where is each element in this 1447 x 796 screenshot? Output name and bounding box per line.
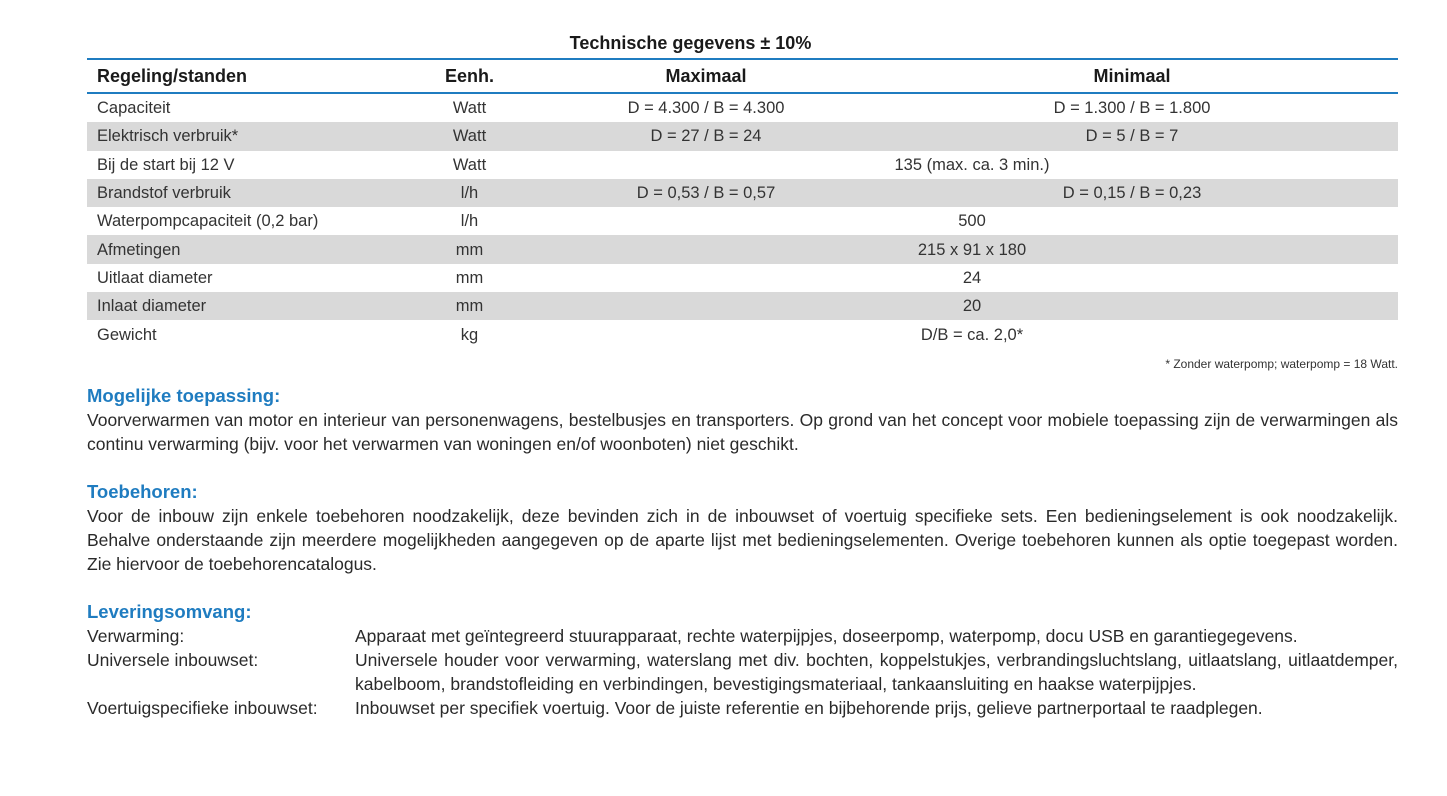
row-label: Capaciteit xyxy=(97,99,171,118)
row-unit: l/h xyxy=(393,179,546,207)
table-row xyxy=(87,264,1398,292)
row-max: D = 0,53 / B = 0,57 xyxy=(546,179,866,207)
table-footnote: * Zonder waterpomp; waterpomp = 18 Watt. xyxy=(1165,356,1398,371)
row-label: Elektrisch verbruik* xyxy=(87,122,393,150)
table-row xyxy=(87,207,1398,235)
row-label: Bij de start bij 12 V xyxy=(97,155,235,174)
delivery-label: Voertuigspecifieke inbouwset: xyxy=(87,697,318,718)
header-minimaal: Minimaal xyxy=(1093,65,1171,86)
table-title xyxy=(87,28,1398,58)
row-unit: mm xyxy=(455,268,484,287)
row-label: Inlaat diameter xyxy=(87,292,393,320)
row-unit: Watt xyxy=(393,122,546,150)
row-label: Gewicht xyxy=(97,325,157,344)
section-toepassing xyxy=(87,384,1398,456)
delivery-text: Universele houder voor verwarming, waterslang met div. bochten, koppelstukjes, verbrandingsluchtslang, uitlaatslang, uitlaatdemper, kabelboom, brandstofleiding en verbindingen, bevestigingsmateriaal, tankaansluiting en haakse waterpijpjes. xyxy=(355,649,1398,694)
row-label: Brandstof verbruik xyxy=(87,179,393,207)
row-label: Waterpompcapaciteit (0,2 bar) xyxy=(97,212,319,231)
row-max: D = 27 / B = 24 xyxy=(546,122,866,150)
header-maximaal: Maximaal xyxy=(665,65,747,86)
table-row xyxy=(87,179,1398,207)
table-row xyxy=(87,320,1398,348)
header-regeling: Regeling/standen xyxy=(97,65,248,86)
row-value: 215 x 91 x 180 xyxy=(546,235,1398,263)
row-unit: mm xyxy=(393,235,546,263)
section-heading: Leveringsomvang: xyxy=(87,600,252,622)
row-value: 135 (max. ca. 3 min.) xyxy=(894,155,1050,174)
header-eenheid: Eenh. xyxy=(444,65,494,86)
row-value: 500 xyxy=(958,212,986,231)
document-page xyxy=(87,28,1398,720)
row-value: 20 xyxy=(546,292,1398,320)
row-unit: mm xyxy=(393,292,546,320)
delivery-label: Universele inbouwset: xyxy=(87,649,259,670)
row-unit: kg xyxy=(460,325,479,344)
table-title-text: Technische gegevens ± 10% xyxy=(569,33,812,53)
section-body: Voorverwarmen van motor en interieur van personenwagens, bestelbusjes en transporters. Op grond van het concept voor mobiele toepassing zijn de verwarmingen als continu verwarming (bijv. voor het verwarmen van woningen en/of woonboten) niet geschikt. xyxy=(87,409,1398,454)
delivery-label: Verwarming: xyxy=(87,625,185,646)
table-row xyxy=(87,151,1398,179)
table-row xyxy=(87,93,1398,122)
row-min: D = 0,15 / B = 0,23 xyxy=(866,179,1398,207)
row-unit: Watt xyxy=(452,99,487,118)
row-value: 24 xyxy=(962,268,982,287)
delivery-text: Apparaat met geïntegreerd stuurapparaat, rechte waterpijpjes, doseerpomp, waterpomp, docu USB en garantiegegevens. xyxy=(355,625,1298,646)
row-label: Uitlaat diameter xyxy=(97,268,213,287)
row-value: D/B = ca. 2,0* xyxy=(920,325,1024,344)
section-heading: Toebehoren: xyxy=(87,480,198,502)
row-min: D = 5 / B = 7 xyxy=(866,122,1398,150)
delivery-list xyxy=(87,624,1398,720)
section-leveringsomvang xyxy=(87,600,1398,720)
row-label: Afmetingen xyxy=(87,235,393,263)
row-unit: Watt xyxy=(452,155,487,174)
row-max: D = 4.300 / B = 4.300 xyxy=(627,99,785,118)
table-row xyxy=(87,122,1398,150)
table-row xyxy=(87,292,1398,320)
row-min: D = 1.300 / B = 1.800 xyxy=(1053,99,1211,118)
specs-table xyxy=(87,58,1398,349)
section-heading: Mogelijke toepassing: xyxy=(87,384,281,406)
section-body: Voor de inbouw zijn enkele toebehoren noodzakelijk, deze bevinden zich in de inbouwset of voertuig specifieke sets. Een bedieningselement is ook noodzakelijk. Behalve onderstaande zijn meerdere mogelijkheden aangegeven op de aparte lijst met bedieningselementen. Overige toebehoren kunnen als optie toegepast worden. Zie hiervoor de toebehorencatalogus. xyxy=(87,505,1398,574)
table-row xyxy=(87,235,1398,263)
table-header-row xyxy=(87,59,1398,93)
delivery-text: Inbouwset per specifiek voertuig. Voor de juiste referentie en bijbehorende prijs, gelieve partnerportaal te raadplegen. xyxy=(355,697,1263,718)
section-toebehoren xyxy=(87,480,1398,576)
row-unit: l/h xyxy=(460,212,479,231)
